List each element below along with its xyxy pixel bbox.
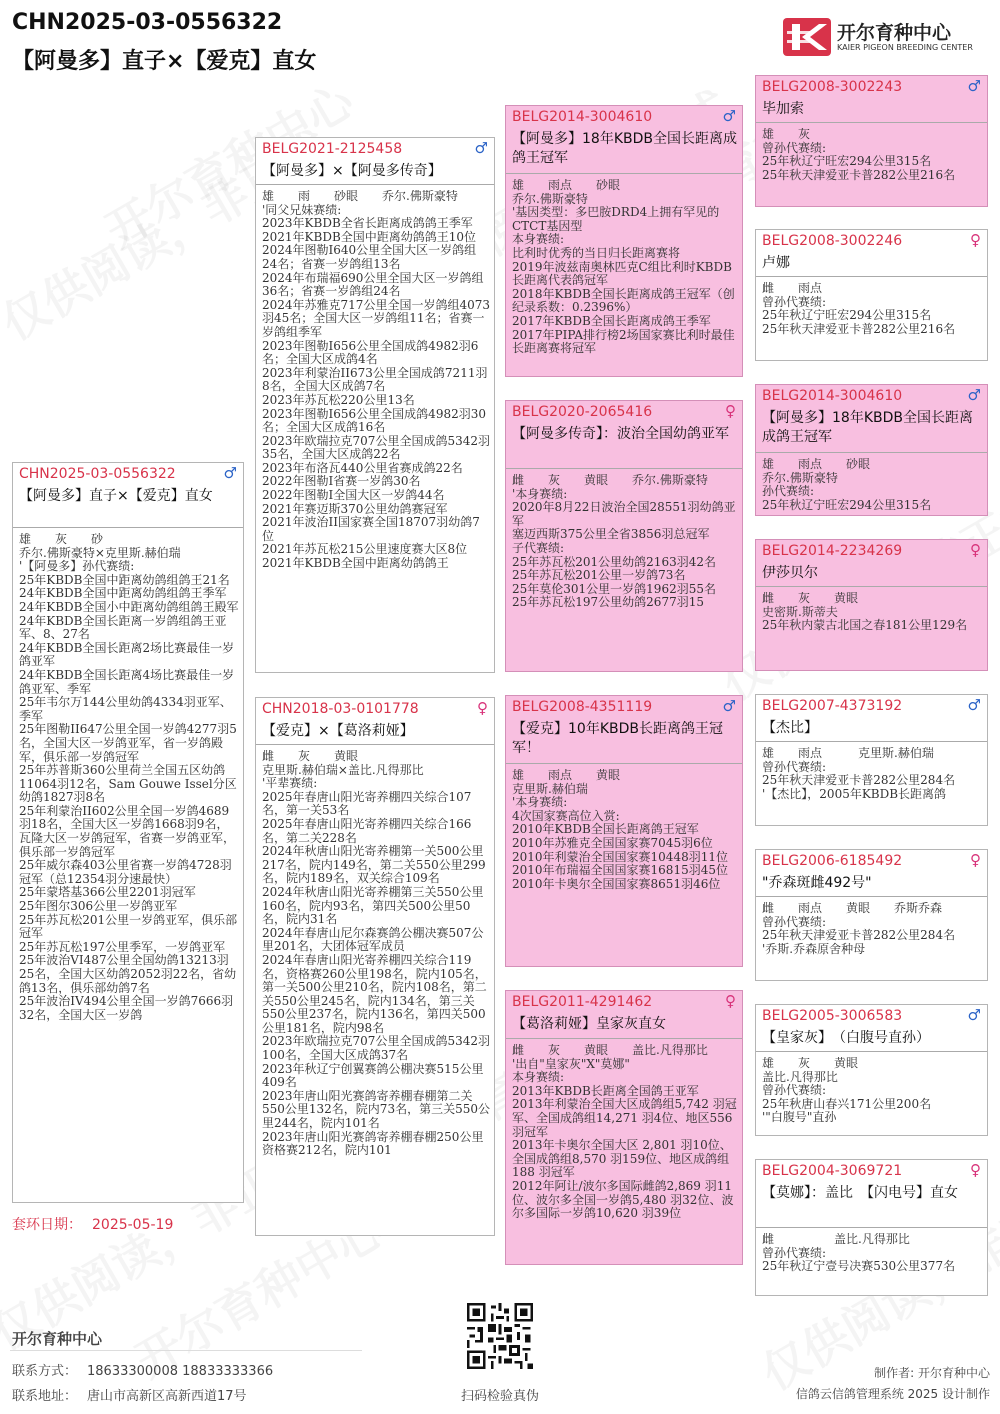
card-divider: [506, 1038, 742, 1039]
detail-line: 25年苏瓦松197公里幼鸽2677羽15: [512, 595, 704, 610]
card-divider: [756, 1227, 987, 1228]
footer-company: 开尔育种中心: [12, 1330, 103, 1348]
pigeon-details: [512, 474, 738, 671]
detail-line: 2021年赛迈斯370公里幼鸽赛冠军: [262, 501, 448, 516]
detail-line: 25年韦尔万144公里幼鸽4334羽亚军、季军: [19, 695, 232, 723]
brand-subtitle: KAIER PIGEON BREEDING CENTER: [837, 43, 973, 52]
detail-line: 2021年KBDB全国中距离幼鸽鸽王10位: [262, 229, 477, 244]
pigeon-details: [262, 190, 490, 672]
detail-line: 2023年秋辽宁创翼赛鸽公棚决赛515公里409名: [262, 1061, 484, 1090]
pigeon-title: 【葛洛莉娅】皇家灰直女: [512, 1016, 666, 1032]
female-icon: ♀: [725, 992, 736, 1010]
pigeon-card-ss-sire[interactable]: [755, 75, 988, 207]
card-divider: [256, 184, 494, 185]
detail-line: 雄 雨点 砂眼: [762, 458, 871, 471]
detail-line: 4次国家赛高位入赏:: [512, 808, 620, 823]
detail-line: 2021年KBDB全国中距离幼鸽鸽王: [262, 556, 449, 571]
detail-line: 2024年秋唐山阳光寄养棚第一关500公里217名，院内149名，第二关550公里299名，院内189名，双关综合109名: [262, 844, 486, 886]
pigeon-card-dam-sire[interactable]: [505, 695, 743, 967]
detail-line: 25年波治VI487公里全国幼鸽13213羽25名，全国大区幼鸽2052羽22名，省幼鸽13名，俱乐部幼鸽7名: [19, 953, 237, 995]
pigeon-card-ss-dam[interactable]: [755, 229, 988, 361]
detail-line: 24年KBDB全国小中距离幼鸽组鸽王殿军: [19, 599, 239, 614]
detail-line: 雄 灰 黄眼: [762, 1057, 859, 1070]
pigeon-title: "乔森斑雌492号": [762, 875, 872, 891]
detail-line: '出自"皇家灰"X"莫娜": [512, 1056, 630, 1071]
pigeon-title: 毕加索: [762, 101, 804, 117]
detail-line: 雌 盖比.凡得那比: [762, 1233, 910, 1246]
pigeon-title: 【爱克】×【葛洛莉娅】: [262, 723, 414, 739]
male-icon: ♂: [967, 1006, 981, 1024]
detail-line: '平辈赛绩:: [262, 776, 318, 791]
pigeon-title: 【爱克】10年KBDB长距离鸽王冠军！: [512, 721, 723, 756]
kaier-logo-icon: [783, 18, 831, 56]
card-divider: [756, 741, 987, 742]
female-icon: ♀: [970, 851, 981, 869]
detail-line: 史密斯.斯蒂夫: [762, 604, 838, 619]
detail-line: 2021年苏瓦松215公里速度赛大区8位: [262, 542, 468, 557]
pigeon-card-dam[interactable]: [255, 697, 495, 1236]
detail-line: 克里斯.赫伯瑞×盖比.凡得那比: [262, 762, 424, 777]
ring-number: BELG2004-3069721: [762, 1163, 903, 1179]
footer-maker: 制作者: 开尔育种中心: [874, 1366, 990, 1380]
detail-line: 雄 雨点 克里斯.赫伯瑞: [762, 747, 934, 760]
ring-number: BELG2020-2065416: [512, 404, 653, 420]
detail-line: 25年苏瓦松201公里幼鸽2163羽42名: [512, 554, 716, 569]
card-divider: [756, 896, 987, 897]
card-divider: [756, 122, 987, 123]
card-divider: [506, 173, 742, 174]
detail-line: '【阿曼多】孙代赛绩:: [19, 559, 135, 574]
ring-date-value: 2025-05-19: [92, 1217, 174, 1233]
detail-line: '"白腹号"直孙: [762, 1110, 837, 1125]
footer-contact: [12, 1360, 273, 1379]
detail-line: 25年波治IV494公里全国一岁鸽7666羽32名，全国大区一岁鸽: [19, 994, 234, 1022]
detail-line: 2025年春唐山阳光寄养棚四关综合166名，第二关228名: [262, 816, 472, 845]
detail-line: 2023年唐山阳光赛鸽寄养棚春棚第二关550公里132名，院内73名，第三关550公里244名，院内101名: [262, 1088, 490, 1131]
pigeon-title: 【阿曼多】18年KBDB全国长距离成鸽王冠军: [512, 131, 737, 166]
detail-line: 25年利蒙治II602公里全国一岁鸽4689羽18名，全国大区一岁鸽1668羽9名，瓦隆大区一岁鸽冠军，省赛一岁鸽亚军，俱乐部一岁鸽冠军: [19, 803, 236, 859]
card-divider: [13, 527, 243, 528]
detail-line: 2024年春唐山阳光寄养棚四关综合119名，资格赛260公里198名，院内105名，第一关500公里210名，院内108名，第二关550公里245名，院内134名，第三关550公里237名，院内136名，第四关500公里181名，院内98名: [262, 952, 487, 1035]
pigeon-details: [512, 1044, 738, 1264]
footer-divider: [10, 1350, 362, 1351]
detail-line: 2023年KBDB全省长距离成鸽鸽王季军: [262, 216, 473, 231]
detail-line: '乔斯.乔森原舍种母: [762, 941, 866, 956]
ring-number: BELG2011-4291462: [512, 994, 653, 1010]
pigeon-card-ds-sire[interactable]: [755, 694, 988, 826]
detail-line: 2023年布洛瓦440公里省赛成鸽22名: [262, 460, 463, 475]
detail-line: 雌 灰 黄眼: [762, 592, 859, 605]
detail-line: 2023年图勒I656公里全国成鸽4982羽6名；全国大区成鸽4名: [262, 338, 479, 367]
detail-line: 24年KBDB全国长距离一岁鸽组鸽王亚军、8、27名: [19, 613, 227, 642]
detail-line: 2019年波兹南奥林匹克C组比利时KBDB长距离代表鸽冠军: [512, 259, 732, 288]
detail-line: 2023年欧瑞拉克707公里全国成鸽5342羽35名，全国大区成鸽22名: [262, 433, 490, 462]
detail-line: 2010年KBDB全国长距离鸽王冠军: [512, 822, 699, 837]
pigeon-details: [762, 1233, 983, 1295]
male-icon: ♂: [474, 139, 488, 157]
detail-line: 乔尔.佛斯豪特×克里斯.赫伯瑞: [19, 545, 181, 560]
pigeon-title: 【莫娜】：盖比 【闪电号】直女: [762, 1185, 958, 1201]
address-value: 唐山市高新区高新西道17号: [87, 1389, 247, 1404]
female-icon: ♀: [477, 699, 488, 717]
male-icon: ♂: [223, 464, 237, 482]
detail-line: 雌 灰 黄眼 乔尔.佛斯豪特: [512, 474, 708, 487]
ring-number: BELG2014-2234269: [762, 543, 903, 559]
detail-line: 25年秋辽宁旺宏294公里315名: [762, 497, 932, 512]
pigeon-card-sd-sire[interactable]: [755, 384, 988, 516]
detail-line: 25年秋天津爱亚卡普282公里284名: [762, 928, 956, 943]
pigeon-card-sire-sire[interactable]: [505, 105, 743, 377]
detail-line: '本身赛绩:: [512, 486, 568, 501]
detail-line: 2013年利蒙治全国大区成鸽组5,742 羽冠军、全国成鸽组14,271 羽4位、地区556 羽冠军: [512, 1097, 737, 1139]
detail-line: 25年苏普斯360公里荷兰全国五区幼鸽11064羽12名，Sam Gouwe Issel分区幼鸽1827羽8名: [19, 763, 237, 805]
detail-line: 2024年苏雅克717公里全国一岁鸽组4073羽45名；全国大区一岁鸽组11名；省赛一岁鸽组季军: [262, 297, 490, 339]
detail-line: 子代赛绩:: [512, 540, 565, 555]
pigeon-card-sire[interactable]: [255, 137, 495, 673]
pigeon-details: [762, 1057, 983, 1135]
detail-line: 2010年利蒙治全国国家赛10448羽11位: [512, 849, 728, 864]
brand-name: 开尔育种中心: [837, 22, 952, 44]
ring-number: BELG2021-2125458: [262, 141, 403, 157]
ring-number: CHN2025-03-0556322: [19, 466, 176, 482]
pigeon-details: [762, 592, 983, 670]
detail-line: 曾孙代赛绩:: [762, 140, 827, 155]
pigeon-details: [762, 747, 983, 825]
pigeon-details: [762, 282, 983, 360]
detail-line: 2010年苏雅克全国国家赛7045羽6位: [512, 835, 713, 850]
pedigree-ring-id: CHN2025-03-0556322: [12, 10, 283, 35]
female-icon: ♀: [725, 402, 736, 420]
detail-line: 2024年秋唐山阳光寄养棚第三关550公里160名，院内93名，第四关500公里50名，院内31名: [262, 884, 484, 927]
detail-line: 24年KBDB全国中距离幼鸽组鸽王季军: [19, 586, 227, 601]
card-divider: [506, 763, 742, 764]
male-icon: ♂: [967, 696, 981, 714]
detail-line: 2017年PIPA排行榜2场国家赛比利时最佳长距离赛将冠军: [512, 327, 735, 356]
ring-date: [12, 1214, 173, 1234]
pigeon-details: [762, 458, 983, 515]
pigeon-title: 伊莎贝尔: [762, 565, 818, 581]
male-icon: ♂: [967, 77, 981, 95]
detail-line: 雌 灰 黄眼: [262, 750, 359, 763]
pigeon-details: [512, 179, 738, 376]
pigeon-card-dd-dam[interactable]: [755, 1159, 988, 1296]
contact-label: 联系方式：: [12, 1364, 78, 1379]
detail-line: 2013年KBDB长距离全国鸽王亚军: [512, 1083, 699, 1098]
detail-line: 2025年春唐山阳光寄养棚四关综合107名，第一关53名: [262, 789, 472, 818]
footer-system: 信鸽云信鸽管理系统 2025 设计制作: [795, 1387, 990, 1401]
qr-code-icon[interactable]: [467, 1303, 533, 1369]
detail-line: 雄 灰: [762, 128, 811, 141]
pigeon-card-sire-dam[interactable]: [505, 400, 743, 672]
detail-line: 2013年卡奥尔全国大区 2,801 羽10位、全国成鸽组8,570 羽159位、地区成鸽组188 羽冠军: [512, 1138, 732, 1180]
detail-line: 盖比.凡得那比: [762, 1069, 838, 1084]
pigeon-title: 【杰比】: [762, 720, 818, 736]
ring-date-label: 套环日期：: [12, 1217, 82, 1233]
detail-line: 25年秋辽宁旺宏294公里315名: [762, 308, 932, 323]
card-divider: [256, 744, 494, 745]
detail-line: 25年威尔森403公里省赛一岁鸽4728羽冠军（总12354羽分速最快）: [19, 858, 232, 886]
card-divider: [756, 1051, 987, 1052]
male-icon: ♂: [967, 386, 981, 404]
qr-caption: 扫码检验真伪: [460, 1389, 539, 1404]
pigeon-title: 卢娜: [762, 255, 790, 271]
detail-line: 曾孙代赛绩:: [762, 1083, 827, 1098]
card-divider: [756, 452, 987, 453]
contact-value: 18633300008 18833333366: [87, 1364, 274, 1379]
detail-line: 克里斯.赫伯瑞: [512, 781, 588, 796]
detail-line: 2023年唐山阳光赛鸽寄养棚春棚250公里资格赛212名，院内101: [262, 1129, 484, 1158]
ring-number: BELG2008-4351119: [512, 699, 653, 715]
detail-line: 雄 雨点 砂眼: [512, 179, 621, 192]
detail-line: 2020年8月22日波治全国28551羽幼鸽亚军: [512, 500, 736, 528]
pigeon-title: 【阿曼多】直子×【爱克】直女: [19, 488, 213, 504]
detail-line: 曾孙代赛绩:: [762, 759, 827, 774]
detail-line: 雄 雨点 黄眼: [512, 769, 621, 782]
pigeon-title: 【阿曼多】18年KBDB全国长距离成鸽王冠军: [762, 410, 973, 445]
pigeon-details: [262, 750, 490, 1235]
detail-line: 25年苏瓦松201公里一岁鸽73名: [512, 568, 686, 583]
ring-number: BELG2014-3004610: [512, 109, 653, 125]
male-icon: ♂: [722, 697, 736, 715]
detail-line: 25年苏瓦松197公里季军，一岁鸽亚军: [19, 939, 226, 954]
detail-line: 25年秋辽宁旺宏294公里315名: [762, 154, 932, 169]
detail-line: 25年图勒II647公里全国一岁鸽4277羽5名，全国大区一岁鸽亚军，省一岁鸽殿军，俱乐部一岁鸽冠军: [19, 722, 237, 764]
detail-line: '基因类型：多巴胺DRD4上拥有罕见的CTCT基因型: [512, 205, 720, 233]
detail-line: 24年KBDB全国长距离4场比赛最佳一岁鸽亚军、季军: [19, 667, 235, 696]
detail-line: 乔尔.佛斯豪特: [512, 191, 588, 206]
ring-number: BELG2008-3002246: [762, 233, 903, 249]
detail-line: 2012年阿让/波尔多国际雌鸽2,869 羽11位、波尔多全国一岁鸽5,480 羽32位、波尔多国际一岁鸽10,620 羽39位: [512, 1178, 734, 1221]
ring-number: CHN2018-03-0101778: [262, 701, 419, 717]
ring-number: BELG2005-3006583: [762, 1008, 903, 1024]
card-divider: [506, 468, 742, 469]
detail-line: 2024年春唐山尼尔森赛鸽公棚决赛507公里201名，大团体冠军成员: [262, 925, 484, 954]
detail-line: 乔尔.佛斯豪特: [762, 470, 838, 485]
pigeon-card-sd-dam[interactable]: [755, 539, 988, 671]
detail-line: 2021年波治II国家赛全国18707羽幼鸽7位: [262, 515, 480, 543]
detail-line: 孙代赛绩:: [762, 484, 815, 499]
detail-line: 2024年图勒I640公里全国大区一岁鸽组24名；省赛一岁鸽组13名: [262, 243, 477, 271]
male-icon: ♂: [722, 107, 736, 125]
detail-line: 25年秋天津爱亚卡普282公里284名: [762, 773, 956, 788]
detail-line: 25年KBDB全国中距离幼鸽组鸽王21名: [19, 572, 230, 587]
detail-line: 雄 灰 砂: [19, 533, 104, 546]
pigeon-card-dd-sire[interactable]: [755, 1004, 988, 1136]
detail-line: 雄 雨 砂眼 乔尔.佛斯豪特: [262, 190, 458, 203]
detail-line: '【杰比】，2005年KBDB长距离鸽: [762, 786, 947, 801]
pigeon-details: [19, 533, 239, 1202]
pigeon-details: [762, 128, 983, 206]
detail-line: 25年苏瓦松201公里一岁鸽亚军，俱乐部冠军: [19, 912, 238, 941]
detail-line: 25年秋天津爱亚卡普282公里216名: [762, 321, 956, 336]
detail-line: 比利时优秀的当日归长距离赛将: [512, 245, 681, 260]
detail-line: 雌 雨点: [762, 282, 823, 295]
pigeon-card-dam-dam[interactable]: [505, 990, 743, 1265]
brand-logo: [783, 18, 988, 56]
pigeon-details: [762, 902, 983, 980]
ring-number: BELG2014-3004610: [762, 388, 903, 404]
detail-line: 2010年卡奥尔全国国家赛8651羽46位: [512, 876, 721, 891]
detail-line: 2017年KBDB全国长距离成鸽王季军: [512, 313, 711, 328]
detail-line: 25年莫伦301公里一岁鸽1962羽55名: [512, 581, 716, 596]
detail-line: 25年秋唐山春兴171公里200名: [762, 1096, 932, 1111]
detail-line: 25年秋内蒙古北国之春181公里129名: [762, 618, 968, 633]
detail-line: 雌 灰 黄眼 盖比.凡得那比: [512, 1044, 708, 1057]
pedigree-title: 【阿曼多】直子×【爱克】直女: [12, 49, 317, 74]
pigeon-title: 【阿曼多传奇】：波治全国幼鸽亚军: [512, 426, 729, 442]
detail-line: 2018年KBDB全国长距离成鸽王冠军（创纪录系数：0.2396%）: [512, 286, 735, 315]
detail-line: 2024年布瑞福690公里全国大区一岁鸽组36名；省赛一岁鸽组24名: [262, 270, 484, 299]
female-icon: ♀: [970, 1161, 981, 1179]
detail-line: 2023年欧瑞拉克707公里全国成鸽5342羽100名，全国大区成鸽37名: [262, 1034, 490, 1063]
detail-line: 本身赛绩:: [512, 232, 565, 247]
card-divider: [756, 586, 987, 587]
detail-line: 2022年图勒I全国大区一岁鸽44名: [262, 488, 445, 503]
detail-line: 2023年利蒙治II673公里全国成鸽7211羽8名，全国大区成鸽7名: [262, 365, 488, 394]
female-icon: ♀: [970, 541, 981, 559]
detail-line: 25年图尔306公里一岁鸽亚军: [19, 899, 178, 914]
pigeon-card-ds-dam[interactable]: [755, 849, 988, 981]
detail-line: '同父兄妹赛绩:: [262, 202, 342, 217]
pigeon-title: 【皇家灰】 （白腹号直孙）: [762, 1030, 930, 1046]
detail-line: 曾孙代赛绩:: [762, 1245, 827, 1260]
card-divider: [756, 276, 987, 277]
ring-number: BELG2008-3002243: [762, 79, 903, 95]
detail-line: 2023年苏瓦松220公里13名: [262, 392, 415, 407]
ring-number: BELG2007-4373192: [762, 698, 903, 714]
detail-line: 塞迈西斯375公里全省3856羽总冠军: [512, 527, 710, 542]
pigeon-title: 【阿曼多】×【阿曼多传奇】: [262, 163, 442, 179]
address-label: 联系地址：: [12, 1389, 78, 1404]
detail-line: 雌 雨点 黄眼 乔斯乔森: [762, 902, 943, 915]
detail-line: 25年蒙塔基366公里2201羽冠军: [19, 885, 196, 900]
female-icon: ♀: [970, 231, 981, 249]
detail-line: 本身赛绩:: [512, 1070, 565, 1085]
detail-line: '本身赛绩:: [512, 795, 568, 810]
pigeon-details: [512, 769, 738, 966]
ring-number: BELG2006-6185492: [762, 853, 903, 869]
pigeon-card-subject[interactable]: [12, 462, 244, 1203]
detail-line: 25年秋天津爱亚卡普282公里216名: [762, 167, 956, 182]
detail-line: 2023年图勒I656公里全国成鸽4982羽30名；全国大区成鸽16名: [262, 406, 486, 435]
detail-line: 24年KBDB全国长距离2场比赛最佳一岁鸽亚军: [19, 640, 235, 669]
detail-line: 曾孙代赛绩:: [762, 914, 827, 929]
detail-line: 曾孙代赛绩:: [762, 294, 827, 309]
detail-line: 25年秋辽宁壹号决赛530公里377名: [762, 1259, 956, 1274]
detail-line: 2010年布瑞福全国国家赛16815羽45位: [512, 863, 728, 878]
detail-line: 2022年图勒I省赛一岁鸽30名: [262, 474, 421, 489]
